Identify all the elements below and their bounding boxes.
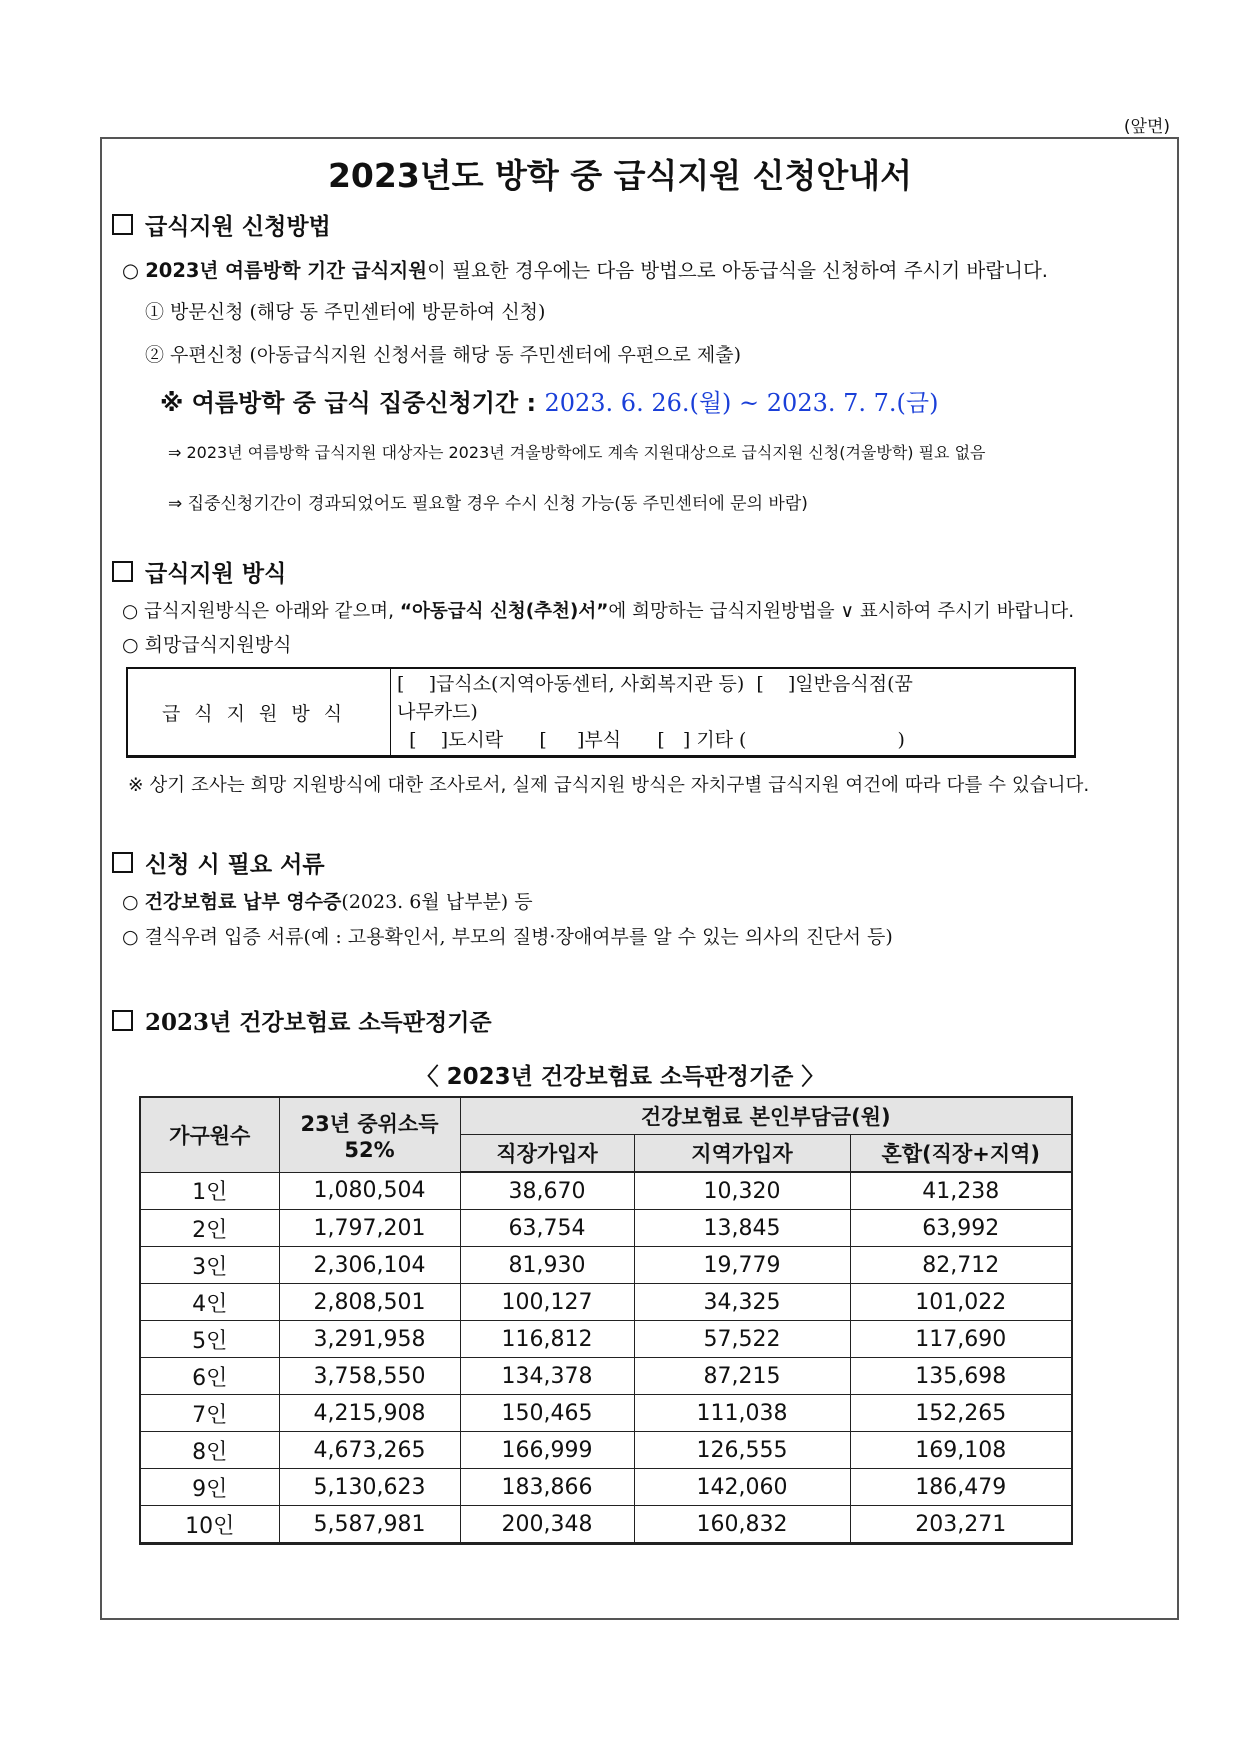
support-type-table — [126, 667, 1076, 758]
regional-cell: 111,038 — [634, 1395, 850, 1432]
employee-cell: 100,127 — [460, 1284, 634, 1321]
median-line2: 52% — [344, 1137, 395, 1162]
median-line1: 23년 중위소득 — [300, 1111, 439, 1136]
table-row — [140, 1358, 1072, 1395]
heading-text: 급식지원 신청방법 — [145, 214, 331, 240]
preferred-type-label: ○ 희망급식지원방식 — [122, 634, 292, 656]
household-cell: 3인 — [140, 1247, 279, 1284]
section-heading-income-criteria — [112, 1004, 492, 1037]
table-caption: 〈 2023년 건강보험료 소득판정기준 〉 — [415, 1064, 825, 1090]
median-income-cell: 4,215,908 — [279, 1395, 460, 1432]
section-heading-documents — [112, 846, 325, 879]
table-row — [140, 1395, 1072, 1432]
median-income-cell: 2,808,501 — [279, 1284, 460, 1321]
employee-cell: 116,812 — [460, 1321, 634, 1358]
receipt-rest: (2023. 6월 납부분) 등 — [341, 891, 533, 913]
option-line-3[interactable]: [ ]도시락 [ ]부식 [ ] 기타 ( ) — [397, 729, 905, 751]
table-row — [140, 1247, 1072, 1284]
income-criteria-table — [139, 1096, 1073, 1545]
regional-cell: 10,320 — [634, 1172, 850, 1210]
employee-cell: 166,999 — [460, 1432, 634, 1469]
option-line-2: 나무카드) — [397, 701, 478, 723]
option-line-1[interactable]: [ ]급식소(지역아동센터, 사회복지관 등) [ ]일반음식점(꿈 — [397, 673, 913, 695]
section-heading-support-type — [112, 555, 286, 588]
header-regional: 지역가입자 — [634, 1135, 850, 1173]
receipt-bold: 건강보험료 납부 영수증 — [144, 891, 342, 913]
header-median-income — [279, 1097, 460, 1172]
median-income-cell: 5,587,981 — [279, 1506, 460, 1544]
household-cell: 4인 — [140, 1284, 279, 1321]
regional-cell: 19,779 — [634, 1247, 850, 1284]
median-income-cell: 5,130,623 — [279, 1469, 460, 1506]
header-employee: 직장가입자 — [460, 1135, 634, 1173]
document-item-proof: ○ 결식우려 입증 서류(예 : 고용확인서, 부모의 질병·장애여부를 알 수 있는 의사의 진단서 등) — [122, 926, 893, 948]
intro-pre: ○ 급식지원방식은 아래와 같으며, — [122, 601, 400, 622]
table-row — [140, 1432, 1072, 1469]
median-income-cell: 2,306,104 — [279, 1247, 460, 1284]
regional-cell: 160,832 — [634, 1506, 850, 1544]
table-row — [140, 1284, 1072, 1321]
mixed-cell: 186,479 — [850, 1469, 1072, 1506]
mixed-cell: 101,022 — [850, 1284, 1072, 1321]
table-row — [140, 1172, 1072, 1210]
regional-cell: 142,060 — [634, 1469, 850, 1506]
intro-bold: 2023년 여름방학 기간 급식지원 — [145, 259, 428, 282]
employee-cell: 63,754 — [460, 1210, 634, 1247]
mixed-cell: 203,271 — [850, 1506, 1072, 1544]
mixed-cell: 63,992 — [850, 1210, 1072, 1247]
median-income-cell: 4,673,265 — [279, 1432, 460, 1469]
regional-cell: 87,215 — [634, 1358, 850, 1395]
employee-cell: 200,348 — [460, 1506, 634, 1544]
checkbox-square-icon — [112, 1010, 133, 1031]
household-cell: 10인 — [140, 1506, 279, 1544]
method-mail: ② 우편신청 (아동급식지원 신청서를 해당 동 주민센터에 우편으로 제출) — [145, 344, 742, 366]
household-cell: 7인 — [140, 1395, 279, 1432]
mixed-cell: 152,265 — [850, 1395, 1072, 1432]
household-cell: 2인 — [140, 1210, 279, 1247]
document-item-receipt: ○ 건강보험료 납부 영수증(2023. 6월 납부분) 등 — [122, 891, 533, 913]
regional-cell: 57,522 — [634, 1321, 850, 1358]
note-anytime: ⇒ 집중신청기간이 경과되었어도 필요할 경우 수시 신청 가능(동 주민센터에 문의 바람) — [168, 494, 808, 514]
period-value: 2023. 6. 26.(월) ~ 2023. 7. 7.(금) — [544, 389, 939, 417]
employee-cell: 38,670 — [460, 1172, 634, 1210]
form-name: “아동급식 신청(추천)서” — [399, 601, 609, 622]
intro-rest: 이 필요한 경우에는 다음 방법으로 아동급식을 신청하여 주시기 바랍니다. — [427, 259, 1048, 282]
application-period — [160, 383, 938, 418]
section-heading-method — [112, 208, 331, 241]
household-cell: 1인 — [140, 1172, 279, 1210]
heading-text: 급식지원 방식 — [145, 561, 287, 587]
mixed-cell: 117,690 — [850, 1321, 1072, 1358]
median-income-cell: 3,758,550 — [279, 1358, 460, 1395]
checkbox-square-icon — [112, 214, 133, 235]
intro-post: 에 희망하는 급식지원방법을 ∨ 표시하여 주시기 바랍니다. — [608, 601, 1075, 622]
table-row — [140, 1506, 1072, 1544]
method-intro: ○ 2023년 여름방학 기간 급식지원이 필요한 경우에는 다음 방법으로 아동급식을 신청하여 주시기 바랍니다. — [122, 259, 1048, 282]
support-type-footnote: ※ 상기 조사는 희망 지원방식에 대한 조사로서, 실제 급식지원 방식은 자치구별 급식지원 여건에 따라 다를 수 있습니다. — [128, 775, 1090, 796]
mixed-cell: 41,238 — [850, 1172, 1072, 1210]
regional-cell: 34,325 — [634, 1284, 850, 1321]
employee-cell: 81,930 — [460, 1247, 634, 1284]
table-row — [140, 1469, 1072, 1506]
page-title: 2023년도 방학 중 급식지원 신청안내서 — [327, 156, 913, 195]
regional-cell: 13,845 — [634, 1210, 850, 1247]
header-mixed: 혼합(직장+지역) — [850, 1135, 1072, 1173]
support-type-intro — [122, 597, 1074, 623]
mixed-cell: 82,712 — [850, 1247, 1072, 1284]
household-cell: 6인 — [140, 1358, 279, 1395]
median-income-cell: 1,080,504 — [279, 1172, 460, 1210]
heading-text: 2023년 건강보험료 소득판정기준 — [145, 1009, 492, 1036]
household-cell: 8인 — [140, 1432, 279, 1469]
note-winter: ⇒ 2023년 여름방학 급식지원 대상자는 2023년 겨울방학에도 계속 지원대상으로 급식지원 신청(겨울방학) 필요 없음 — [168, 443, 986, 462]
median-income-cell: 3,291,958 — [279, 1321, 460, 1358]
checkbox-square-icon — [112, 852, 133, 873]
table-row — [140, 1210, 1072, 1247]
header-household: 가구원수 — [140, 1097, 279, 1172]
method-visit: ① 방문신청 (해당 동 주민센터에 방문하여 신청) — [145, 301, 546, 323]
checkbox-square-icon — [112, 561, 133, 582]
table-row — [140, 1321, 1072, 1358]
support-type-label: 급식지원방식 — [127, 668, 391, 757]
mixed-cell: 169,108 — [850, 1432, 1072, 1469]
support-type-options — [391, 668, 1076, 757]
household-cell: 9인 — [140, 1469, 279, 1506]
median-income-cell: 1,797,201 — [279, 1210, 460, 1247]
regional-cell: 126,555 — [634, 1432, 850, 1469]
household-cell: 5인 — [140, 1321, 279, 1358]
heading-text: 신청 시 필요 서류 — [145, 852, 325, 878]
header-premium-group: 건강보험료 본인부담금(원) — [460, 1097, 1072, 1135]
page-side-label: (앞면) — [1123, 117, 1170, 137]
employee-cell: 183,866 — [460, 1469, 634, 1506]
mixed-cell: 135,698 — [850, 1358, 1072, 1395]
employee-cell: 150,465 — [460, 1395, 634, 1432]
employee-cell: 134,378 — [460, 1358, 634, 1395]
period-label: ※ 여름방학 중 급식 집중신청기간 : — [160, 389, 545, 417]
